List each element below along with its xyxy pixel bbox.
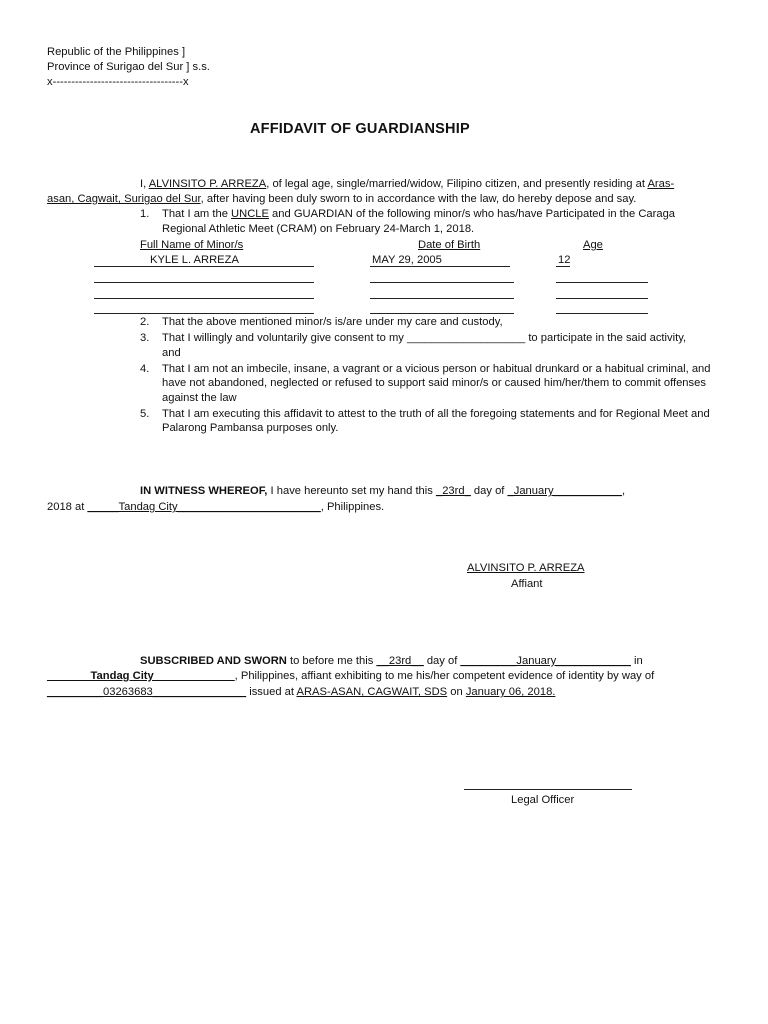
item-1-relation: UNCLE [231, 208, 269, 220]
table-row-line [94, 298, 314, 299]
table-header-age: Age [583, 239, 603, 251]
table-row-line [370, 266, 510, 267]
table-row-line [370, 282, 514, 283]
item-1-number: 1. [140, 208, 150, 220]
witness-year: 2018 at [47, 501, 88, 513]
witness-day: _23rd_ [435, 485, 471, 497]
witness-line-2 [47, 500, 384, 514]
table-row-line [94, 282, 314, 283]
sworn-line-3 [47, 685, 555, 699]
witness-lead: IN WITNESS WHEREOF, [140, 485, 268, 497]
sworn-issued-place: ARAS-ASAN, CAGWAIT, SDS [296, 686, 448, 698]
item-3-line-2: and [162, 347, 181, 359]
item-5-number: 5. [140, 408, 150, 420]
item-5-text: That I am executing this affidavit to attest to the truth of all the foregoing statements and for Regional Meet and Palarong Pambansa purposes only. [162, 408, 710, 435]
item-1-line-1 [162, 207, 675, 221]
item-4-number: 4. [140, 363, 150, 375]
sworn-issued-date: January 06, 2018. [465, 686, 556, 698]
item-1-post: and GUARDIAN of the following minor/s who has/have Participated in the Caraga [268, 208, 676, 220]
witness-mid: day of [470, 485, 508, 497]
sworn-mid: day of [423, 655, 461, 667]
sworn-place: _______Tandag City_____________ [47, 670, 235, 682]
witness-line-1 [140, 484, 625, 498]
witness-post: , Philippines. [320, 501, 385, 513]
header-separator: x-----------------------------------x [47, 76, 189, 88]
table-row-line [370, 313, 514, 314]
table-row-line [556, 266, 570, 267]
sworn-day: __23rd__ [376, 655, 424, 667]
table-row-line [556, 282, 648, 283]
sworn-month: _________January____________ [460, 655, 631, 667]
sworn-issued: issued at [246, 686, 297, 698]
table-row-line [556, 313, 648, 314]
sworn-on: on [447, 686, 466, 698]
item-1-pre: That I am the [162, 208, 232, 220]
item-3-number: 3. [140, 332, 150, 344]
item-2-text: That the above mentioned minor/s is/are under my care and custody, [162, 316, 503, 328]
intro-line-1 [140, 177, 674, 191]
intro-affiant-name: ALVINSITO P. ARREZA [148, 178, 267, 190]
intro-post: , after having been duly sworn to in accordance with the law, do hereby depose and say. [200, 193, 637, 205]
signature-line [464, 789, 632, 790]
table-row-line [94, 266, 314, 267]
sworn-in: in [630, 655, 643, 667]
sworn-pre: to before me this [286, 655, 377, 667]
affiant-label: Affiant [511, 578, 543, 590]
item-3-pre: That I willingly and voluntarily give consent to my [162, 332, 407, 344]
minor-age: 12 [558, 254, 571, 266]
table-row-line [370, 298, 514, 299]
header-province: Province of Surigao del Sur ] s.s. [47, 61, 210, 73]
intro-address-b: asan, Cagwait, Surigao del Sur [47, 193, 201, 205]
intro-mid: , of legal age, single/married/widow, Filipino citizen, and presently residing at [266, 178, 648, 190]
item-3-blank: ___________________ [407, 332, 526, 344]
item-4-text: That I am not an imbecile, insane, a vagrant or a vicious person or habitual drunkard or a habitual criminal, and have not abandoned, neglected or refused to support said minor/s or caused him/her/them to commit offenses against the law [162, 363, 711, 404]
intro-line-2 [47, 192, 636, 206]
table-row-line [556, 298, 648, 299]
table-row-line [94, 313, 314, 314]
legal-officer-label: Legal Officer [511, 794, 575, 806]
intro-pre: I, [140, 178, 149, 190]
sworn-lead: SUBSCRIBED AND SWORN [140, 655, 287, 667]
table-header-name: Full Name of Minor/s [140, 239, 244, 251]
witness-month: _January___________ [507, 485, 622, 497]
witness-comma: , [621, 485, 626, 497]
intro-address-a: Aras- [647, 178, 675, 190]
item-1-line-2: Regional Athletic Meet (CRAM) on February 24-March 1, 2018. [162, 223, 475, 235]
witness-place: _____Tandag City_______________________ [87, 501, 321, 513]
item-2-number: 2. [140, 316, 150, 328]
sworn-id: _________03263683_______________ [47, 686, 247, 698]
table-header-dob: Date of Birth [418, 239, 481, 251]
minor-dob: MAY 29, 2005 [372, 254, 442, 266]
header-republic: Republic of the Philippines ] [47, 46, 186, 58]
minor-name: KYLE L. ARREZA [150, 254, 239, 266]
item-3-post: to participate in the said activity, [525, 332, 687, 344]
affiant-name: ALVINSITO P. ARREZA [467, 562, 585, 574]
sworn-line-2 [47, 669, 654, 683]
item-3-line-1 [162, 331, 686, 345]
page-title: AFFIDAVIT OF GUARDIANSHIP [250, 121, 470, 137]
witness-pre: I have hereunto set my hand this [267, 485, 436, 497]
sworn-line-1 [140, 654, 643, 668]
sworn-place-post: , Philippines, affiant exhibiting to me his/her competent evidence of identity by way of [234, 670, 655, 682]
